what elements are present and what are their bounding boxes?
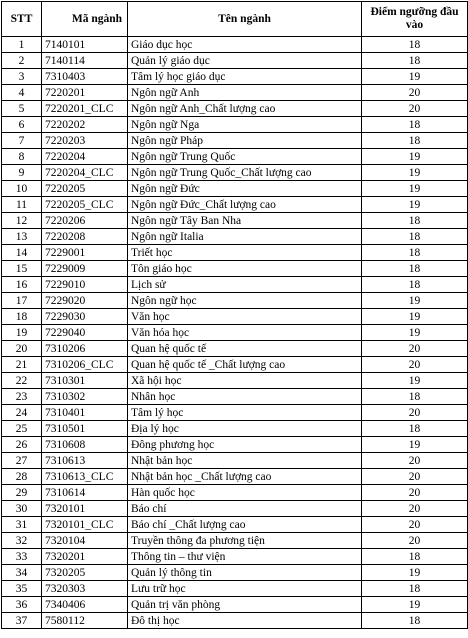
table-row bbox=[2, 597, 468, 613]
cell-stt: 23 bbox=[2, 389, 42, 405]
cell-score: 20 bbox=[362, 405, 468, 421]
cell-name: Ngôn ngữ Đức bbox=[128, 181, 362, 197]
cell-code: 7320201 bbox=[42, 549, 128, 565]
cell-code: 7580112 bbox=[42, 613, 128, 629]
table-row bbox=[2, 405, 468, 421]
cell-code: 7140101 bbox=[42, 37, 128, 53]
cell-code: 7320205 bbox=[42, 565, 128, 581]
cell-stt: 7 bbox=[2, 133, 42, 149]
cell-stt: 8 bbox=[2, 149, 42, 165]
table-row bbox=[2, 85, 468, 101]
cell-name: Quản lý thông tin bbox=[128, 565, 362, 581]
cell-name: Ngôn ngữ học bbox=[128, 293, 362, 309]
table-row bbox=[2, 421, 468, 437]
table-row bbox=[2, 309, 468, 325]
cell-code: 7320303 bbox=[42, 581, 128, 597]
table-row bbox=[2, 213, 468, 229]
cell-code: 7220205_CLC bbox=[42, 197, 128, 213]
table-row bbox=[2, 277, 468, 293]
table-row bbox=[2, 117, 468, 133]
cell-score: 20 bbox=[362, 85, 468, 101]
cell-name: Giáo dục học bbox=[128, 37, 362, 53]
cell-score: 19 bbox=[362, 597, 468, 613]
cell-code: 7140114 bbox=[42, 53, 128, 69]
cell-score: 19 bbox=[362, 197, 468, 213]
cell-name: Ngôn ngữ Trung Quốc_Chất lượng cao bbox=[128, 165, 362, 181]
cell-score: 20 bbox=[362, 453, 468, 469]
table-row bbox=[2, 533, 468, 549]
cell-name: Nhật bản học bbox=[128, 453, 362, 469]
cell-score: 20 bbox=[362, 101, 468, 117]
cell-stt: 16 bbox=[2, 277, 42, 293]
cell-stt: 26 bbox=[2, 437, 42, 453]
header-score: Điểm ngưỡng đầu vào bbox=[362, 2, 468, 37]
cell-stt: 2 bbox=[2, 53, 42, 69]
cell-code: 7310403 bbox=[42, 69, 128, 85]
cell-score: 18 bbox=[362, 53, 468, 69]
cell-name: Ngôn ngữ Italia bbox=[128, 229, 362, 245]
cell-code: 7220201_CLC bbox=[42, 101, 128, 117]
cell-stt: 9 bbox=[2, 165, 42, 181]
admission-threshold-table bbox=[1, 1, 468, 629]
cell-name: Báo chí bbox=[128, 501, 362, 517]
cell-score: 19 bbox=[362, 309, 468, 325]
cell-score: 19 bbox=[362, 149, 468, 165]
cell-stt: 18 bbox=[2, 309, 42, 325]
cell-code: 7220208 bbox=[42, 229, 128, 245]
cell-name: Ngôn ngữ Nga bbox=[128, 117, 362, 133]
cell-name: Ngôn ngữ Trung Quốc bbox=[128, 149, 362, 165]
cell-stt: 31 bbox=[2, 517, 42, 533]
cell-code: 7220205 bbox=[42, 181, 128, 197]
cell-score: 18 bbox=[362, 117, 468, 133]
cell-name: Tôn giáo học bbox=[128, 261, 362, 277]
table-row bbox=[2, 373, 468, 389]
cell-score: 18 bbox=[362, 261, 468, 277]
cell-name: Nhật bản học _Chất lượng cao bbox=[128, 469, 362, 485]
cell-code: 7310613 bbox=[42, 453, 128, 469]
cell-code: 7220206 bbox=[42, 213, 128, 229]
cell-name: Tâm lý học giáo dục bbox=[128, 69, 362, 85]
cell-name: Ngôn ngữ Pháp bbox=[128, 133, 362, 149]
table-row bbox=[2, 165, 468, 181]
cell-stt: 13 bbox=[2, 229, 42, 245]
cell-code: 7229010 bbox=[42, 277, 128, 293]
cell-code: 7320101 bbox=[42, 501, 128, 517]
table-row bbox=[2, 37, 468, 53]
cell-code: 7220204 bbox=[42, 149, 128, 165]
cell-stt: 12 bbox=[2, 213, 42, 229]
cell-name: Văn học bbox=[128, 309, 362, 325]
table-header bbox=[2, 2, 468, 37]
table-row bbox=[2, 469, 468, 485]
table-row bbox=[2, 293, 468, 309]
cell-name: Thông tin – thư viện bbox=[128, 549, 362, 565]
table-row bbox=[2, 581, 468, 597]
cell-name: Lưu trữ học bbox=[128, 581, 362, 597]
cell-stt: 25 bbox=[2, 421, 42, 437]
cell-score: 20 bbox=[362, 357, 468, 373]
cell-name: Xã hội học bbox=[128, 373, 362, 389]
cell-code: 7310501 bbox=[42, 421, 128, 437]
cell-score: 20 bbox=[362, 469, 468, 485]
cell-name: Địa lý học bbox=[128, 421, 362, 437]
cell-name: Truyền thông đa phương tiện bbox=[128, 533, 362, 549]
header-row bbox=[2, 2, 468, 37]
header-stt: STT bbox=[2, 2, 42, 37]
cell-score: 19 bbox=[362, 325, 468, 341]
cell-name: Đô thị học bbox=[128, 613, 362, 629]
table-row bbox=[2, 229, 468, 245]
cell-code: 7220202 bbox=[42, 117, 128, 133]
table-row bbox=[2, 437, 468, 453]
cell-stt: 4 bbox=[2, 85, 42, 101]
cell-stt: 37 bbox=[2, 613, 42, 629]
table-row bbox=[2, 613, 468, 629]
table-row bbox=[2, 485, 468, 501]
cell-score: 18 bbox=[362, 229, 468, 245]
cell-name: Quản trị văn phòng bbox=[128, 597, 362, 613]
table-row bbox=[2, 149, 468, 165]
cell-name: Quan hệ quốc tế _Chất lượng cao bbox=[128, 357, 362, 373]
cell-score: 20 bbox=[362, 517, 468, 533]
table-row bbox=[2, 549, 468, 565]
cell-stt: 15 bbox=[2, 261, 42, 277]
cell-stt: 34 bbox=[2, 565, 42, 581]
cell-name: Ngôn ngữ Anh bbox=[128, 85, 362, 101]
cell-score: 18 bbox=[362, 389, 468, 405]
cell-score: 18 bbox=[362, 613, 468, 629]
cell-score: 18 bbox=[362, 581, 468, 597]
cell-code: 7229040 bbox=[42, 325, 128, 341]
table-row bbox=[2, 133, 468, 149]
cell-name: Đông phương học bbox=[128, 437, 362, 453]
cell-name: Hàn quốc học bbox=[128, 485, 362, 501]
cell-code: 7220203 bbox=[42, 133, 128, 149]
cell-name: Ngôn ngữ Đức_Chất lượng cao bbox=[128, 197, 362, 213]
cell-name: Nhân học bbox=[128, 389, 362, 405]
cell-score: 18 bbox=[362, 245, 468, 261]
cell-name: Tâm lý học bbox=[128, 405, 362, 421]
table-row bbox=[2, 341, 468, 357]
table-row bbox=[2, 389, 468, 405]
table-row bbox=[2, 101, 468, 117]
cell-score: 19 bbox=[362, 69, 468, 85]
table-row bbox=[2, 261, 468, 277]
cell-code: 7310206 bbox=[42, 341, 128, 357]
header-name: Tên ngành bbox=[128, 2, 362, 37]
cell-code: 7229020 bbox=[42, 293, 128, 309]
table-row bbox=[2, 181, 468, 197]
header-code: Mã ngành bbox=[42, 2, 128, 37]
cell-stt: 19 bbox=[2, 325, 42, 341]
cell-code: 7310614 bbox=[42, 485, 128, 501]
cell-stt: 10 bbox=[2, 181, 42, 197]
cell-score: 18 bbox=[362, 549, 468, 565]
table-row bbox=[2, 325, 468, 341]
cell-stt: 3 bbox=[2, 69, 42, 85]
cell-name: Báo chí _Chất lượng cao bbox=[128, 517, 362, 533]
cell-score: 18 bbox=[362, 133, 468, 149]
cell-name: Ngôn ngữ Anh_Chất lượng cao bbox=[128, 101, 362, 117]
cell-stt: 22 bbox=[2, 373, 42, 389]
cell-score: 20 bbox=[362, 533, 468, 549]
cell-code: 7320101_CLC bbox=[42, 517, 128, 533]
cell-score: 18 bbox=[362, 37, 468, 53]
cell-stt: 27 bbox=[2, 453, 42, 469]
cell-score: 19 bbox=[362, 165, 468, 181]
cell-code: 7310301 bbox=[42, 373, 128, 389]
cell-score: 19 bbox=[362, 181, 468, 197]
table-row bbox=[2, 501, 468, 517]
cell-score: 20 bbox=[362, 485, 468, 501]
cell-name: Văn hóa học bbox=[128, 325, 362, 341]
cell-score: 19 bbox=[362, 565, 468, 581]
cell-stt: 29 bbox=[2, 485, 42, 501]
cell-name: Quan hệ quốc tế bbox=[128, 341, 362, 357]
cell-code: 7340406 bbox=[42, 597, 128, 613]
table-row bbox=[2, 53, 468, 69]
cell-stt: 6 bbox=[2, 117, 42, 133]
cell-stt: 20 bbox=[2, 341, 42, 357]
cell-stt: 1 bbox=[2, 37, 42, 53]
cell-stt: 32 bbox=[2, 533, 42, 549]
cell-stt: 5 bbox=[2, 101, 42, 117]
cell-code: 7310608 bbox=[42, 437, 128, 453]
table-row bbox=[2, 357, 468, 373]
cell-score: 18 bbox=[362, 213, 468, 229]
table-row bbox=[2, 517, 468, 533]
cell-code: 7229009 bbox=[42, 261, 128, 277]
cell-score: 20 bbox=[362, 501, 468, 517]
cell-stt: 33 bbox=[2, 549, 42, 565]
cell-score: 20 bbox=[362, 341, 468, 357]
cell-score: 18 bbox=[362, 277, 468, 293]
table-row bbox=[2, 565, 468, 581]
cell-stt: 36 bbox=[2, 597, 42, 613]
cell-name: Lịch sử bbox=[128, 277, 362, 293]
cell-code: 7320104 bbox=[42, 533, 128, 549]
cell-score: 19 bbox=[362, 293, 468, 309]
cell-name: Ngôn ngữ Tây Ban Nha bbox=[128, 213, 362, 229]
cell-stt: 35 bbox=[2, 581, 42, 597]
cell-code: 7310206_CLC bbox=[42, 357, 128, 373]
cell-score: 18 bbox=[362, 421, 468, 437]
cell-score: 19 bbox=[362, 373, 468, 389]
cell-name: Quản lý giáo dục bbox=[128, 53, 362, 69]
cell-stt: 14 bbox=[2, 245, 42, 261]
cell-code: 7310401 bbox=[42, 405, 128, 421]
table-row bbox=[2, 69, 468, 85]
table-row bbox=[2, 453, 468, 469]
cell-code: 7229030 bbox=[42, 309, 128, 325]
table-row bbox=[2, 197, 468, 213]
cell-stt: 17 bbox=[2, 293, 42, 309]
cell-code: 7229001 bbox=[42, 245, 128, 261]
cell-stt: 30 bbox=[2, 501, 42, 517]
cell-stt: 24 bbox=[2, 405, 42, 421]
cell-code: 7220201 bbox=[42, 85, 128, 101]
cell-stt: 28 bbox=[2, 469, 42, 485]
table-row bbox=[2, 245, 468, 261]
cell-code: 7310613_CLC bbox=[42, 469, 128, 485]
cell-code: 7220204_CLC bbox=[42, 165, 128, 181]
cell-stt: 11 bbox=[2, 197, 42, 213]
table-body bbox=[2, 37, 468, 629]
cell-code: 7310302 bbox=[42, 389, 128, 405]
cell-stt: 21 bbox=[2, 357, 42, 373]
cell-name: Triết học bbox=[128, 245, 362, 261]
cell-score: 19 bbox=[362, 437, 468, 453]
